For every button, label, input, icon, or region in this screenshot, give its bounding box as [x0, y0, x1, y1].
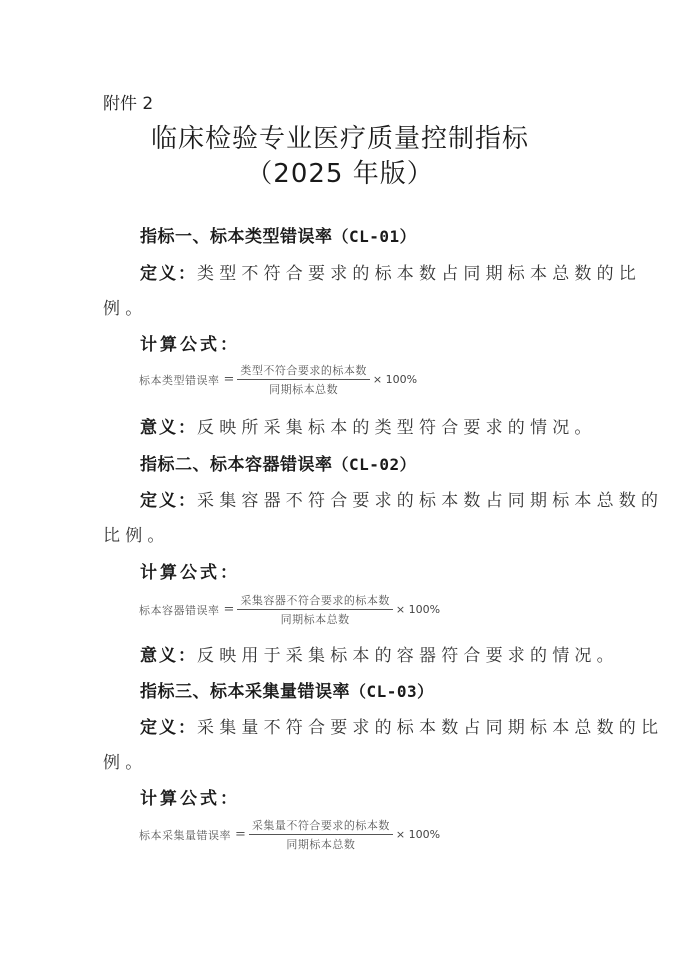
indicator-1-heading	[140, 222, 416, 247]
indicator-1-code: （CL-01）	[332, 227, 417, 246]
definition-label: 定义：	[140, 718, 197, 738]
formula-lhs: 标本采集量错误率	[139, 828, 231, 842]
indicator-3-title: 指标三、标本采集量错误率	[140, 682, 350, 702]
indicator-3-code: （CL-03）	[350, 682, 434, 701]
indicator-3-formula	[139, 817, 440, 852]
meaning-text: 反映用于采集标本的容器符合要求的情况。	[197, 646, 619, 666]
formula-fraction	[237, 592, 393, 627]
indicator-1-calc-label: 计算公式：	[140, 335, 240, 355]
formula-fraction	[237, 362, 370, 397]
indicator-1-title: 指标一、标本类型错误率	[140, 227, 333, 247]
formula-lhs: 标本容器错误率	[139, 603, 220, 617]
indicator-2-definition	[140, 486, 663, 511]
formula-equals: =	[223, 602, 235, 617]
definition-text: 采集量不符合要求的标本数占同期标本总数的比	[197, 718, 664, 738]
formula-multiplier: × 100%	[395, 828, 441, 841]
formula-fraction	[249, 817, 393, 852]
formula-multiplier: × 100%	[372, 373, 418, 386]
indicator-2-definition-cont: 比例。	[103, 526, 170, 546]
formula-numerator: 采集量不符合要求的标本数	[249, 817, 393, 835]
indicator-3-heading	[140, 677, 434, 702]
indicator-2-meaning	[140, 641, 619, 666]
document-title: 临床检验专业医疗质量控制指标	[150, 124, 529, 154]
indicator-2-calc-label: 计算公式：	[140, 563, 240, 583]
attachment-label: 附件 2	[103, 94, 154, 114]
formula-equals: =	[235, 827, 246, 842]
indicator-2-formula	[139, 592, 440, 627]
definition-label: 定义：	[140, 491, 197, 511]
formula-lhs: 标本类型错误率	[139, 373, 220, 387]
indicator-2-heading	[140, 450, 416, 475]
indicator-1-definition-cont: 例。	[103, 299, 148, 319]
formula-numerator: 类型不符合要求的标本数	[237, 362, 370, 380]
definition-text: 类型不符合要求的标本数占同期标本总数的比	[197, 264, 641, 284]
definition-label: 定义：	[140, 264, 197, 284]
indicator-1-formula	[139, 362, 417, 397]
indicator-3-definition-cont: 例。	[103, 753, 148, 773]
formula-denominator: 同期标本总数	[280, 613, 350, 626]
formula-multiplier: × 100%	[395, 603, 441, 616]
indicator-3-definition	[140, 713, 663, 738]
meaning-label: 意义：	[140, 418, 197, 438]
indicator-3-calc-label: 计算公式：	[140, 789, 240, 809]
document-edition: （2025 年版）	[246, 159, 434, 189]
indicator-2-code: （CL-02）	[332, 455, 417, 474]
indicator-1-meaning	[140, 413, 597, 438]
formula-equals: =	[223, 372, 235, 387]
formula-numerator: 采集容器不符合要求的标本数	[237, 592, 393, 610]
indicator-2-title: 指标二、标本容器错误率	[140, 455, 333, 475]
definition-text: 采集容器不符合要求的标本数占同期标本总数的	[197, 491, 664, 511]
meaning-label: 意义：	[140, 646, 197, 666]
formula-denominator: 同期标本总数	[269, 383, 339, 396]
meaning-text: 反映所采集标本的类型符合要求的情况。	[197, 418, 597, 438]
formula-denominator: 同期标本总数	[286, 838, 356, 851]
indicator-1-definition	[140, 259, 641, 284]
